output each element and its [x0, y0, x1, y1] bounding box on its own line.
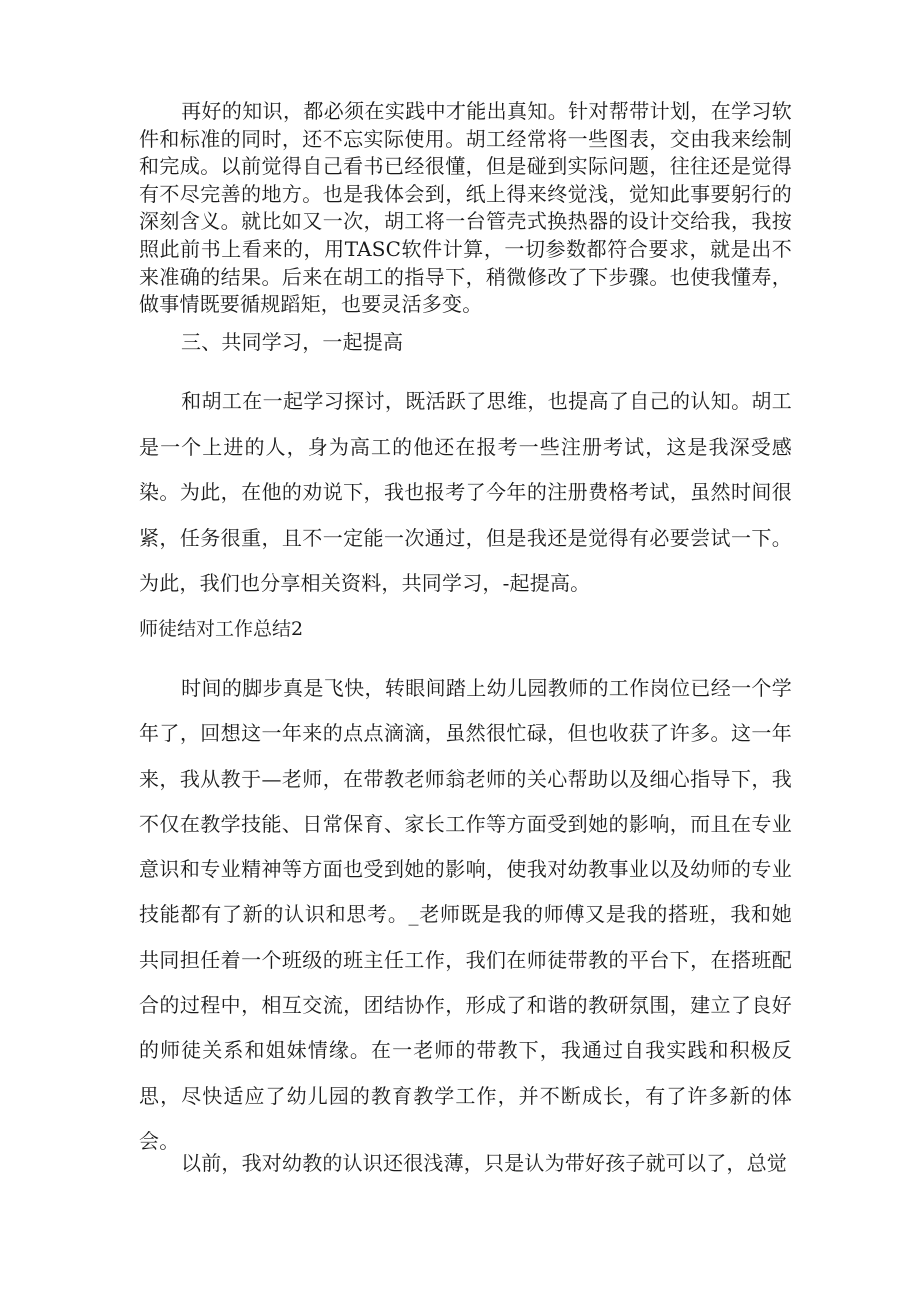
section-heading-text: 三、共同学习，一起提高 [181, 330, 404, 354]
paragraph-text: 和胡工在一起学习探讨，既活跃了思维，也提高了自己的认知。胡工是一个上进的人，身为高工的他还在报考一些注册考试，这是我深受感染。为此，在他的劝说下，我也报考了今年的注册费格考试，虽然时间很紧，任务很重，且不一定能一次通过，但是我还是觉得有必要尝试一下。为此，我们也分享相关资料，共同学习，-起提高。 [139, 389, 792, 595]
body-paragraph [139, 1149, 792, 1177]
section-heading [139, 328, 792, 356]
document-title [139, 615, 792, 643]
paragraph-text: 再好的知识，都必须在实践中才能出真知。针对帮带计划，在学习软件和标准的同时，还不忘实际使用。胡工经常将一些图表，交由我来绘制和完成。以前觉得自己看书已经很懂，但是碰到实际问题，往往还是觉得有不尽完善的地方。也是我体会到，纸上得来终觉浅，觉知此事要躬行的深刻含义。就比如又一次，胡工将一台管壳式换热器的设计交给我，我按照此前书上看来的，用TASC软件计算，一切参数都符合要求，就是出不来准确的结果。后来在胡工的指导下，稍微修改了下步骤。也使我懂寿，做事情既要循规蹈矩，也要灵活多变。 [139, 99, 792, 317]
paragraph-text: 以前，我对幼教的认识还很浅薄，只是认为带好孩子就可以了，总觉 [181, 1151, 787, 1175]
body-paragraph [139, 98, 792, 319]
paragraph-text: 时间的脚步真是飞快，转眼间踏上幼儿园教师的工作岗位已经一个学年了，回想这一年来的点点滴滴，虽然很忙碌，但也收获了许多。这一年来，我从教于—老师，在带教老师翁老师的关心帮助以及细心指导下，我不仅在教学技能、日常保育、家长工作等方面受到她的影响，而且在专业意识和专业精神等方面也受到她的影响，使我对幼教事业以及幼师的专业技能都有了新的认识和思考。_老师既是我的师傅又是我的搭班，我和她共同担任着一个班级的班主任工作，我们在师徒带教的平台下，在搭班配合的过程中，相互交流，团结协作，形成了和谐的教研氛围，建立了良好的师徒关系和姐妹情缘。在一老师的带教下，我通过自我实践和积极反思，尽快适应了幼儿园的教育教学工作，并不断成长，有了许多新的体会。 [139, 676, 792, 1153]
body-paragraph [139, 666, 792, 1164]
body-paragraph [139, 379, 792, 607]
document-title-text: 师徒结对工作总结2 [139, 618, 304, 640]
